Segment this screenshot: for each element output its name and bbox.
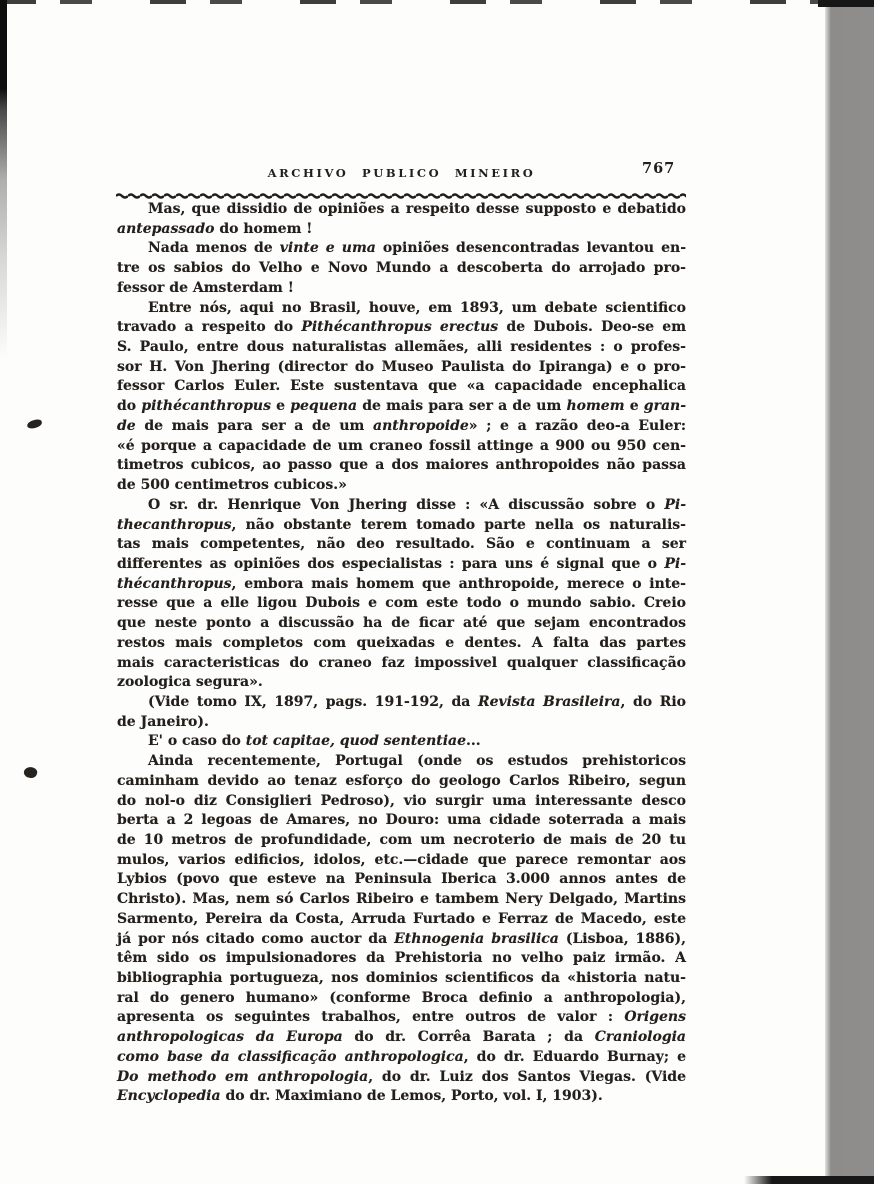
page-number: 767	[642, 160, 676, 177]
text-line: ral do genero humano» (conforme Broca definio a anthropologia),	[117, 989, 686, 1006]
text-line: de de mais para ser a de um anthropoide» ; e a razão deo-a Euler:	[117, 417, 686, 434]
text-line: E' o caso do tot capitae, quod sententiae...	[148, 733, 481, 750]
paragraph	[117, 299, 686, 496]
text-line: Nada menos de vinte e uma opiniões desencontradas levantou en-	[148, 240, 687, 257]
text-line: thecanthropus, não obstante terem tomado parte nella os naturalis-	[117, 516, 686, 533]
text-line: antepassado do homem !	[117, 220, 313, 237]
ink-blot	[26, 419, 42, 430]
text-line: Encyclopedia do dr. Maximiano de Lemos, Porto, vol. I, 1903).	[117, 1088, 603, 1105]
text-line: O sr. dr. Henrique Von Jhering disse : «A discussão sobre o Pi-	[148, 496, 686, 513]
paragraph	[117, 496, 686, 693]
scan-edge-left	[0, 0, 7, 360]
text-line: thécanthropus, embora mais homem que anthropoide, merece o inte-	[117, 575, 686, 592]
text-line: Do methodo em anthropologia, do dr. Luiz dos Santos Viegas. (Vide	[117, 1068, 686, 1085]
text-line: travado a respeito do Pithécanthropus erectus de Dubois. Deo-se em	[117, 319, 687, 336]
text-line: differentes as opiniões dos especialistas : para uns é signal que o Pi-	[117, 555, 686, 572]
scan-edge-bottom	[744, 1176, 874, 1184]
paragraph	[117, 200, 686, 239]
text-line: mulos, varios edificios, idolos, etc.—cidade que parece remontar aos	[117, 851, 686, 868]
text-line: Christo). Mas, nem só Carlos Ribeiro e tambem Nery Delgado, Martins	[117, 891, 686, 908]
text-line: S. Paulo, entre dous naturalistas allemães, alli residentes : o profes-	[117, 339, 686, 356]
text-line: caminham devido ao tenaz esforço do geologo Carlos Ribeiro, segun	[117, 772, 686, 789]
text-line: restos mais completos com queixadas e dentes. A falta das partes	[117, 634, 686, 651]
text-line: como base da classificação anthropologica, do dr. Eduardo Burnay; e	[117, 1048, 686, 1065]
text-line: tas mais competentes, não deo resultado. São e continuam a ser	[117, 536, 686, 553]
text-line: Mas, que dissidio de opiniões a respeito desse supposto e debatido	[148, 201, 686, 217]
text-line: apresenta os seguintes trabalhos, entre outros de valor : Origens	[117, 1009, 686, 1026]
text-line: tre os sabios do Velho e Novo Mundo a descoberta do arrojado pro-	[117, 260, 686, 277]
text-line: de Janeiro).	[117, 713, 209, 730]
text-line: têm sido os impulsionadores da Prehistoria no velho paiz irmão. A	[117, 950, 686, 967]
text-line: Sarmento, Pereira da Costa, Arruda Furtado e Ferraz de Macedo, este	[117, 910, 686, 927]
text-line: zoologica segura».	[117, 674, 263, 691]
text-line: fessor Carlos Euler. Este sustentava que «a capacidade encephalica	[117, 378, 686, 395]
text-line: (Vide tomo IX, 1897, pags. 191-192, da Revista Brasileira, do Rio	[148, 693, 686, 710]
paragraph	[117, 693, 686, 732]
header-rule	[116, 184, 686, 192]
text-line: berta a 2 legoas de Amares, no Douro: uma cidade soterrada a mais	[117, 812, 686, 829]
paragraph	[117, 752, 686, 1107]
text-block	[117, 200, 686, 1107]
scan-edge-top-right	[818, 0, 874, 7]
text-line: timetros cubicos, ao passo que a dos maiores anthropoides não passa	[117, 457, 686, 474]
text-line: já por nós citado como auctor da Ethnogenia brasilica (Lisboa, 1886),	[117, 930, 687, 947]
paragraph	[117, 732, 686, 752]
text-line: que neste ponto a discussão ha de ficar até que sejam encontrados	[117, 615, 686, 632]
text-line: do nol-o diz Consiglieri Pedroso), vio surgir uma interessante desco	[117, 792, 686, 809]
text-line: Entre nós, aqui no Brasil, houve, em 1893, um debate scientifico	[148, 299, 686, 316]
text-line: mais caracteristicas do craneo faz impossivel qualquer classificação	[117, 654, 686, 671]
text-line: de 10 metros de profundidade, com um necroterio de mais de 20 tu	[117, 832, 686, 848]
scan-edge-top	[0, 0, 874, 4]
text-line: Ainda recentemente, Portugal (onde os estudos prehistoricos	[148, 753, 686, 770]
ink-blot	[23, 765, 39, 780]
text-line: «é porque a capacidade de um craneo fossil attinge a 900 ou 950 cen-	[117, 437, 686, 454]
text-line: bibliographia portugueza, nos dominios scientificos da «historia natu-	[117, 970, 686, 987]
text-line: resse que a elle ligou Dubois e com este todo o mundo sabio. Creio	[117, 595, 686, 612]
text-line: anthropologicas da Europa do dr. Corrêa Barata ; da Craniologia	[117, 1029, 686, 1046]
scan-binding-band	[825, 0, 874, 1184]
text-line: sor H. Von Jhering (director do Museo Paulista do Ipiranga) e o pro-	[117, 358, 686, 375]
paragraph	[117, 239, 686, 298]
running-header-title: ARCHIVO PUBLICO MINEIRO	[267, 166, 536, 180]
text-line: de 500 centimetros cubicos.»	[117, 477, 347, 494]
text-line: Lybios (povo que esteve na Peninsula Iberica 3.000 annos antes de	[117, 871, 686, 888]
text-line: do pithécanthropus e pequena de mais para ser a de um homem e gran-	[117, 398, 687, 415]
text-line: fessor de Amsterdam !	[117, 279, 294, 296]
